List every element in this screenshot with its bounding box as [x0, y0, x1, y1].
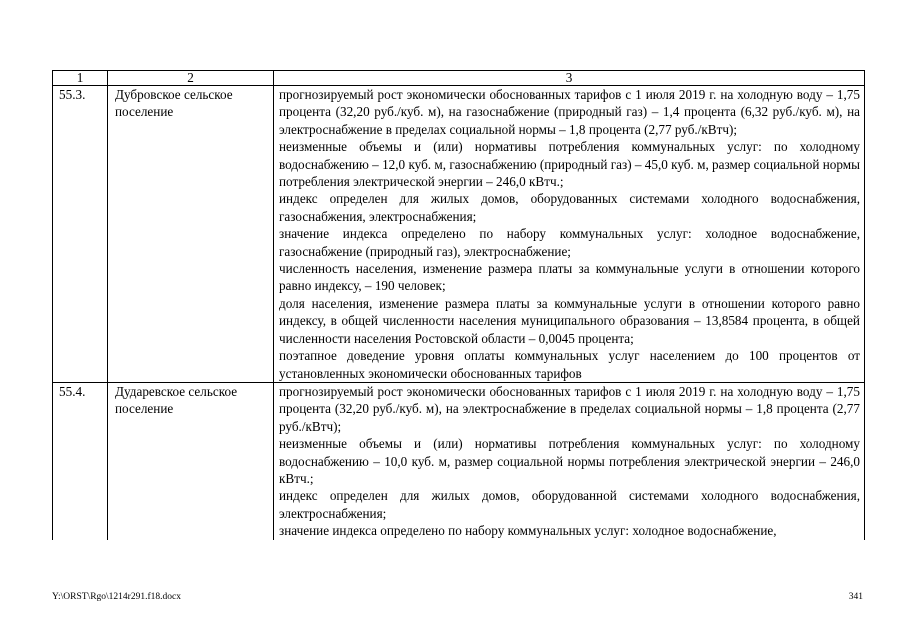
settlement-name: Дубровское сельское поселение: [108, 86, 274, 383]
description-paragraph: неизменные объемы и (или) нормативы потребления коммунальных услуг: по холодному водоснабжению – 12,0 куб. м, газоснабжению (природный газ) – 45,0 куб. м, размер социальной нормы потребления электрической энергии – 246,0 кВтч.;: [279, 139, 860, 190]
table-header-row: [53, 71, 865, 86]
footer-file-path: Y:\ORST\Rgo\1214r291.f18.docx: [52, 592, 181, 602]
settlement-name: Дударевское сельское поселение: [108, 382, 274, 539]
description-paragraph: индекс определен для жилых домов, оборудованных системами холодного водоснабжения, газоснабжения, электроснабжения;: [279, 191, 860, 224]
description-paragraph: индекс определен для жилых домов, оборудованной системами холодного водоснабжения, электроснабжения;: [279, 488, 860, 521]
row-description: [274, 382, 865, 539]
description-paragraph: неизменные объемы и (или) нормативы потребления коммунальных услуг: по холодному водоснабжению – 10,0 куб. м, размер социальной нормы потребления электрической энергии – 246,0 кВтч.;: [279, 436, 860, 486]
tariff-table: [52, 70, 865, 540]
header-col-3: 3: [274, 71, 865, 86]
description-paragraph: значение индекса определено по набору коммунальных услуг: холодное водоснабжение, газоснабжение (природный газ), электроснабжение;: [279, 226, 860, 259]
description-paragraph: прогнозируемый рост экономически обоснованных тарифов с 1 июля 2019 г. на холодную воду – 1,75 процента (32,20 руб./куб. м), на электроснабжение в пределах социальной нормы – 1,8 процента (2,77 руб./кВтч);: [279, 383, 860, 434]
row-number: 55.3.: [53, 86, 108, 383]
header-col-2: 2: [108, 71, 274, 86]
description-paragraph: доля населения, изменение размера платы за коммунальные услуги в отношении которого равно индексу, в общей численности населения муниципального образования – 13,8584 процента, в общей численности населения Ростовской области – 0,0045 процента;: [279, 295, 860, 346]
description-paragraph: численность населения, изменение размера платы за коммунальные услуги в отношении которого равно индексу, – 190 человек;: [279, 261, 860, 294]
footer-page-number: 341: [848, 592, 863, 602]
table-row: [53, 382, 865, 539]
description-paragraph: прогнозируемый рост экономически обоснованных тарифов с 1 июля 2019 г. на холодную воду – 1,75 процента (32,20 руб./куб. м), на газоснабжение (природный газ) – 1,4 процента (6,32 руб./куб. м), на электроснабжение в пределах социальной нормы – 1,8 процента (2,77 руб./кВтч);: [279, 87, 860, 137]
header-col-1: 1: [53, 71, 108, 86]
table-row: [53, 86, 865, 383]
description-paragraph: значение индекса определено по набору коммунальных услуг: холодное водоснабжение,: [279, 523, 777, 539]
row-number: 55.4.: [53, 382, 108, 539]
description-paragraph: поэтапное доведение уровня оплаты коммунальных услуг населением до 100 процентов от установленных экономически обоснованных тарифов: [279, 348, 860, 381]
row-description: [274, 86, 865, 383]
